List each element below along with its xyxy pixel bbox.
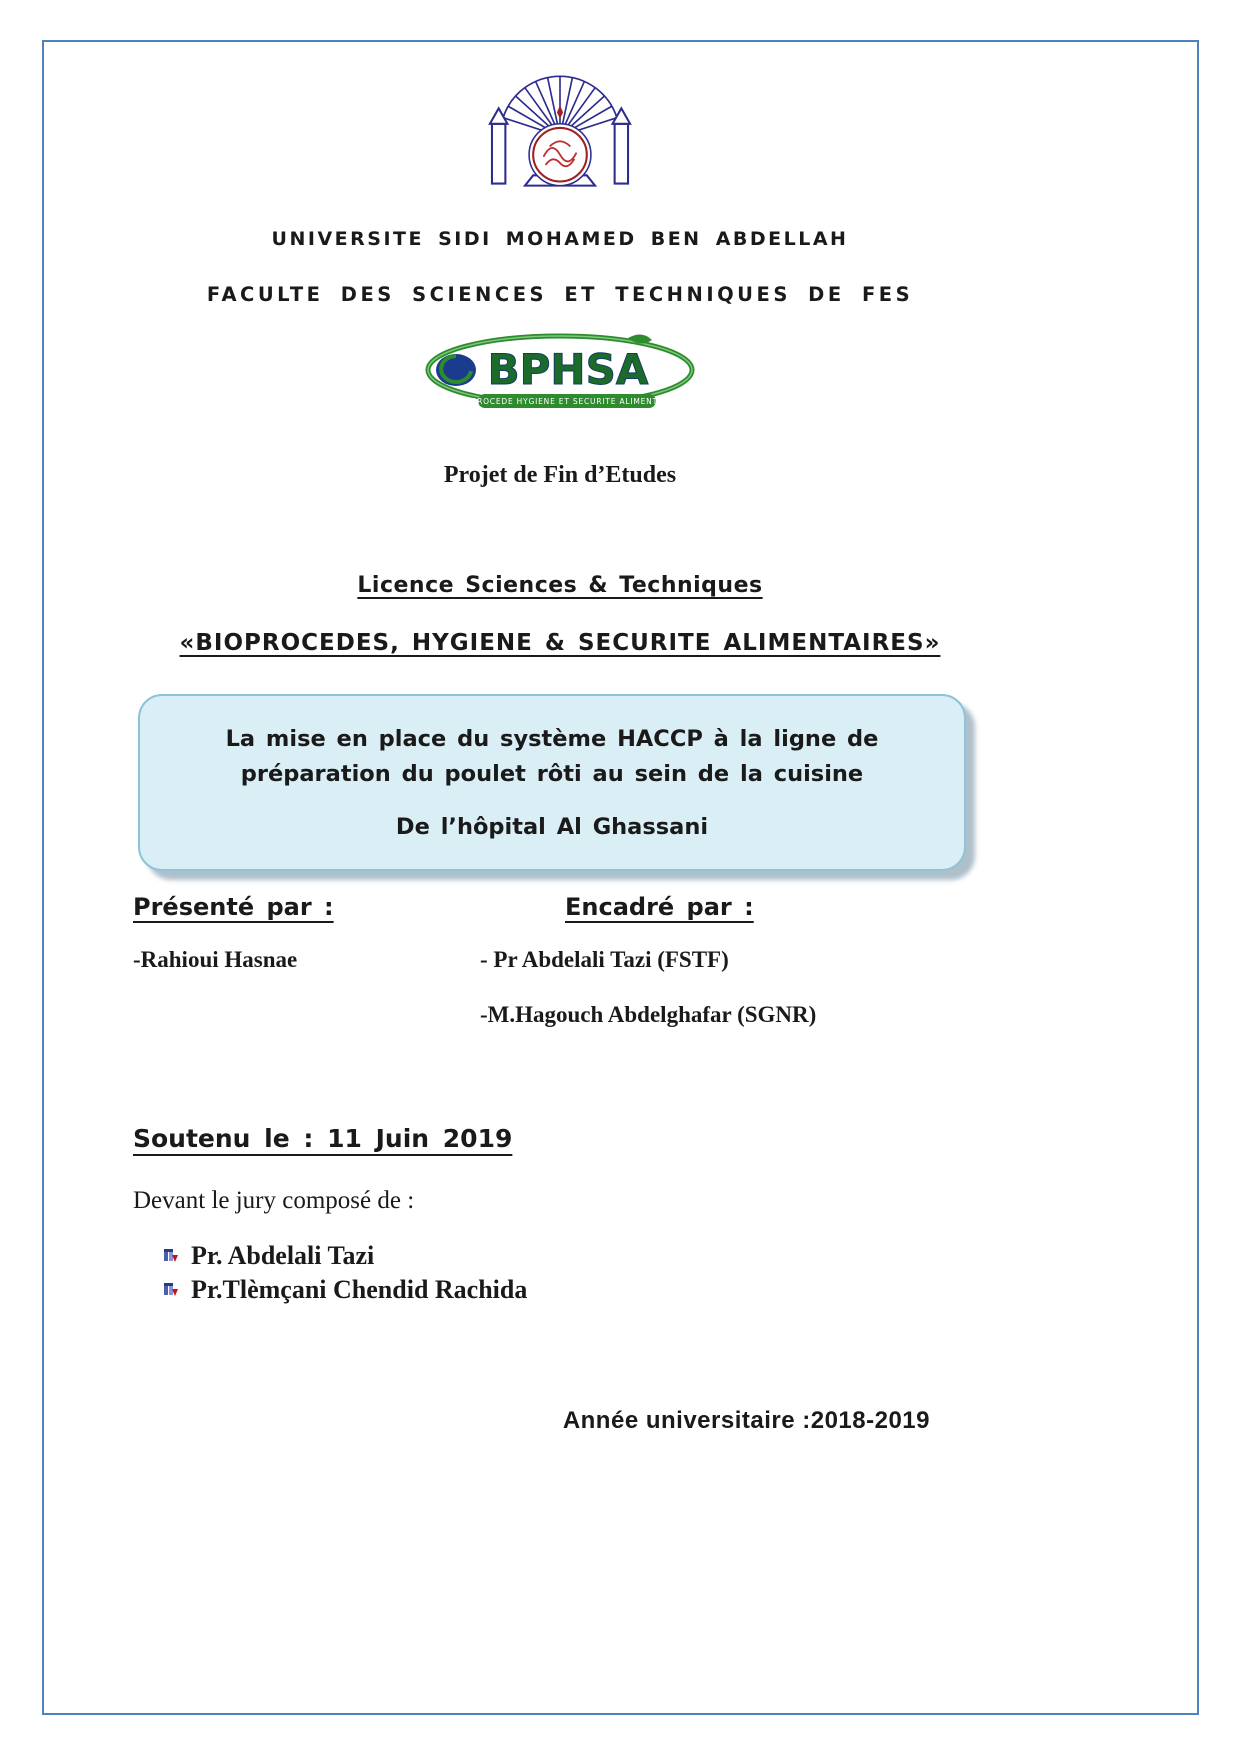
- degree-title: Licence Sciences & Techniques: [357, 573, 763, 598]
- jury-bullet-icon: [162, 1280, 181, 1299]
- thesis-title-line-3: De l’hôpital Al Ghassani: [395, 813, 709, 840]
- jury-member-name: Pr. Abdelali Tazi: [191, 1240, 375, 1270]
- presented-by-column: [133, 893, 480, 1028]
- student-name: -Rahioui Hasnae: [133, 946, 298, 972]
- jury-intro: Devant le jury composé de :: [133, 1186, 415, 1214]
- bphsa-logo: [90, 332, 1030, 416]
- jury-member-name: Pr.Tlèmçani Chendid Rachida: [191, 1274, 528, 1304]
- thesis-title-line-1: La mise en place du système HACCP à la ligne de: [225, 726, 879, 752]
- supervisor-name: - Pr Abdelali Tazi (FSTF): [480, 946, 729, 972]
- university-emblem-icon: [465, 64, 655, 198]
- people-section: [133, 893, 1030, 1028]
- bphsa-logo-text: BPHSA: [487, 345, 649, 394]
- jury-list: [162, 1241, 1030, 1305]
- faculty-name: FACULTE DES SCIENCES ET TECHNIQUES DE FES: [206, 283, 914, 306]
- university-name: UNIVERSITE SIDI MOHAMED BEN ABDELLAH: [271, 228, 849, 250]
- jury-item: [162, 1241, 1030, 1271]
- jury-bullet-icon: [162, 1246, 181, 1265]
- academic-year: Année universitaire :2018-2019: [562, 1406, 930, 1434]
- program-title: «BIOPROCEDES, HYGIENE & SECURITE ALIMENTAIRES»: [179, 630, 941, 656]
- bphsa-logo-tagline: BIOPROCEDE HYGIENE ET SECURITE ALIMENTAIRE: [456, 397, 678, 406]
- cover-content: [90, 58, 1030, 1435]
- defense-date: Soutenu le : 11 Juin 2019: [133, 1123, 513, 1153]
- bphsa-logo-icon: [420, 332, 700, 416]
- jury-item: [162, 1275, 1030, 1305]
- supervised-by-column: [480, 893, 1020, 1028]
- supervisor-name: -M.Hagouch Abdelghafar (SGNR): [480, 1001, 817, 1027]
- supervised-by-label: Encadré par :: [565, 892, 754, 921]
- project-type-title: Projet de Fin d’Etudes: [443, 462, 677, 488]
- presented-by-label: Présenté par :: [133, 892, 334, 921]
- university-logo: [90, 64, 1030, 198]
- thesis-title-line-2: préparation du poulet rôti au sein de la cuisine: [240, 760, 864, 787]
- thesis-title-box: [138, 694, 966, 871]
